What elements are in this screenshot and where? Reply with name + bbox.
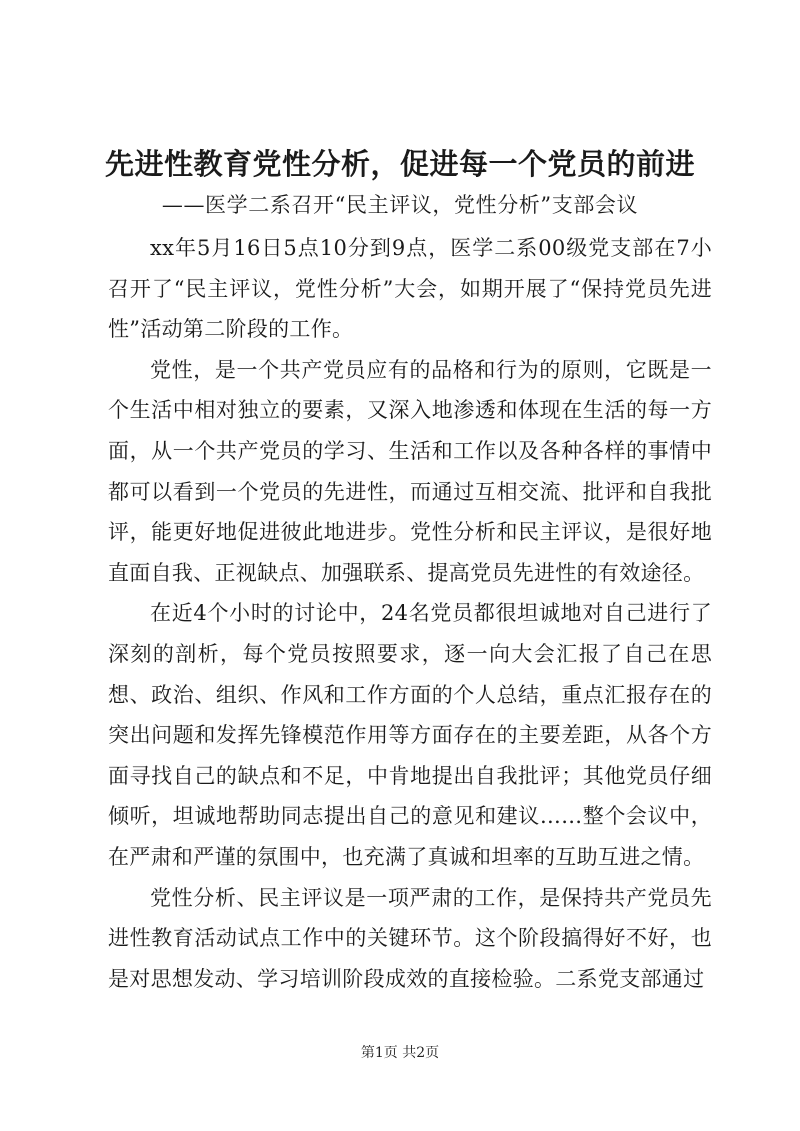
document-subtitle: ——医学二系召开“民主评议，党性分析”支部会议	[161, 193, 639, 217]
paragraph-1: xx年5月16日5点10分到9点，医学二系00级党支部在7小召开了“民主评议，党性分析”大会，如期开展了“保持党员先进性”活动第二阶段的工作。	[108, 236, 712, 342]
paragraph-3: 在近4个小时的讨论中，24名党员都很坦诚地对自己进行了深刻的剖析，每个党员按照要求，逐一向大会汇报了自己在思想、政治、组织、作风和工作方面的个人总结，重点汇报存在的突出问题和发挥先锋模范作用等方面存在的主要差距，从各个方面寻找自己的缺点和不足，中肯地提出自我批评；其他党员仔细倾听，坦诚地帮助同志提出自己的意见和建议……整个会议中，在严肃和严谨的氛围中，也充满了真诚和坦率的互助互进之情。	[108, 601, 712, 869]
page-footer: 第1页 共2页	[360, 1045, 440, 1061]
paragraph-4: 党性分析、民主评议是一项严肃的工作，是保持共产党员先进性教育活动试点工作中的关键环节。这个阶段搞得好不好，也是对思想发动、学习培训阶段成效的直接检验。二系党支部通过	[108, 885, 712, 991]
paragraph-2: 党性，是一个共产党员应有的品格和行为的原则，它既是一个生活中相对独立的要素，又深入地渗透和体现在生活的每一方面，从一个共产党员的学习、生活和工作以及各种各样的事情中都可以看到一个党员的先进性，而通过互相交流、批评和自我批评，能更好地促进彼此地进步。党性分析和民主评议，是很好地直面自我、正视缺点、加强联系、提高党员先进性的有效途径。	[108, 357, 712, 585]
document-body	[108, 228, 712, 999]
document-title: 先进性教育党性分析，促进每一个党员的前进	[104, 147, 695, 181]
